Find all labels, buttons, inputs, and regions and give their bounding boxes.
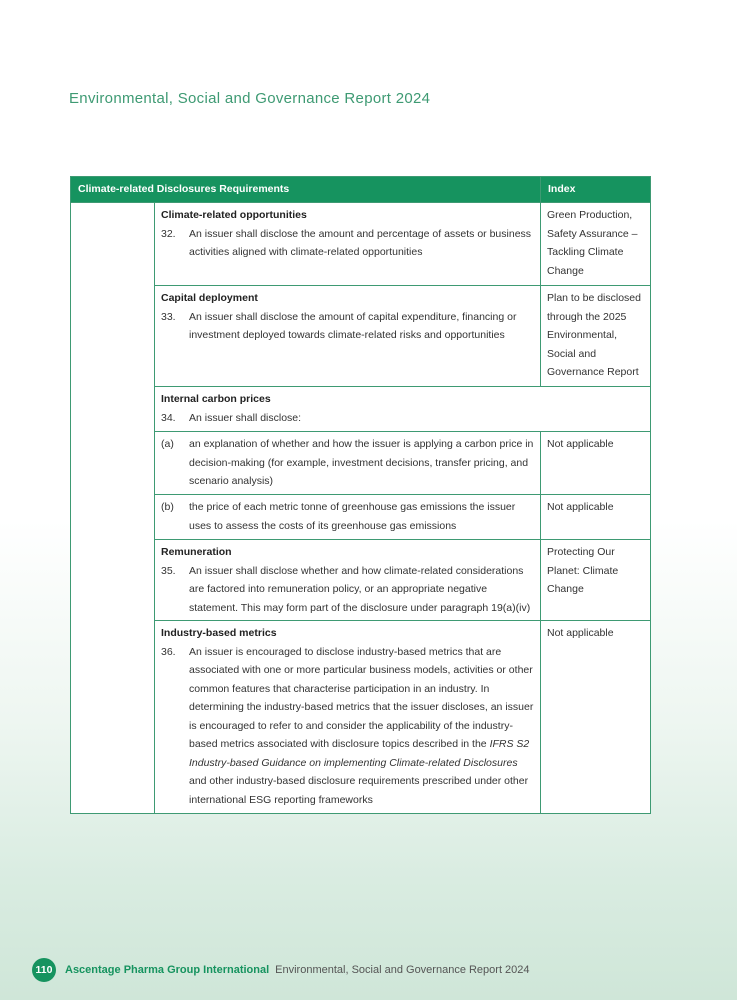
table-header-row (71, 177, 651, 203)
table-row (71, 540, 651, 621)
section-title: Industry-based metrics (161, 627, 277, 639)
footer-report-name: Environmental, Social and Governance Report 2024 (275, 964, 530, 976)
section-title: Capital deployment (161, 292, 258, 304)
item-text: An issuer shall disclose the amount of capital expenditure, financing or investment deployed towards climate-related risks and opportunities (189, 310, 517, 341)
table-row (71, 387, 651, 432)
item-number: 36. (161, 645, 176, 658)
requirement-subitem-cell (155, 495, 541, 540)
section-title: Internal carbon prices (161, 393, 271, 405)
item-number: 34. (161, 411, 176, 424)
subitem-label: (a) (161, 438, 174, 450)
item-text-part: and other industry-based disclosure requirements prescribed under other international ESG reporting frameworks (189, 775, 529, 806)
index-cell: Protecting Our Planet: Climate Change (541, 540, 651, 621)
requirement-cell (155, 203, 541, 286)
disclosure-requirements-table (70, 176, 651, 814)
item-text: An issuer shall disclose the amount and percentage of assets or business activities aligned with climate-related opportunities (189, 227, 532, 258)
subitem-text: an explanation of whether and how the issuer is applying a carbon price in decision-making (for example, investment decisions, transfer pricing, and scenario analysis) (189, 438, 534, 487)
subitem-label: (b) (161, 501, 174, 513)
index-cell: Not applicable (541, 432, 651, 495)
item-text (189, 643, 534, 810)
table-row (71, 432, 651, 495)
requirement-cell (155, 387, 651, 432)
requirement-cell (155, 540, 541, 621)
page-footer (32, 958, 530, 982)
item-number: 33. (161, 310, 176, 323)
page-number-badge: 110 (32, 958, 56, 982)
requirement-cell (155, 286, 541, 387)
table-row (71, 286, 651, 387)
table-row (71, 203, 651, 286)
index-cell: Not applicable (541, 621, 651, 814)
section-title: Remuneration (161, 546, 232, 558)
item-text: An issuer shall disclose whether and how climate-related considerations are factored into remuneration policy, or an appropriate negative statement. This may form part of the disclosure under paragraph 19(a)(iv) (189, 564, 531, 614)
item-text-part: An issuer is encouraged to disclose industry-based metrics that are associated with one or more particular business models, activities or other common features that characterise participation in an industry. In determining the industry-based metrics that the issuer discloses, an issuer is encouraged to refer to and consider the applicability of the industry-based metrics associated with disclosure topics described in the (189, 645, 534, 750)
column-header-index: Index (541, 177, 651, 203)
column-header-requirements: Climate-related Disclosures Requirements (71, 177, 541, 203)
index-cell: Plan to be disclosed through the 2025 Environmental, Social and Governance Report (541, 286, 651, 387)
requirement-subitem-cell (155, 432, 541, 495)
footer-company-name: Ascentage Pharma Group International (65, 964, 270, 976)
empty-first-column (71, 203, 155, 814)
report-header-title: Environmental, Social and Governance Report 2024 (69, 90, 431, 107)
section-title: Climate-related opportunities (161, 209, 307, 221)
item-number: 32. (161, 227, 176, 240)
item-text-italic-reference: IFRS S2 Industry-based Guidance on implementing Climate-related Disclosures (189, 738, 530, 769)
item-text: An issuer shall disclose: (189, 411, 302, 424)
requirement-cell (155, 621, 541, 814)
subitem-text: the price of each metric tonne of greenhouse gas emissions the issuer uses to assess the costs of its greenhouse gas emissions (189, 501, 516, 532)
index-cell: Green Production, Safety Assurance – Tackling Climate Change (541, 203, 651, 286)
table-row (71, 621, 651, 814)
table-row (71, 495, 651, 540)
item-number: 35. (161, 564, 176, 577)
index-cell: Not applicable (541, 495, 651, 540)
